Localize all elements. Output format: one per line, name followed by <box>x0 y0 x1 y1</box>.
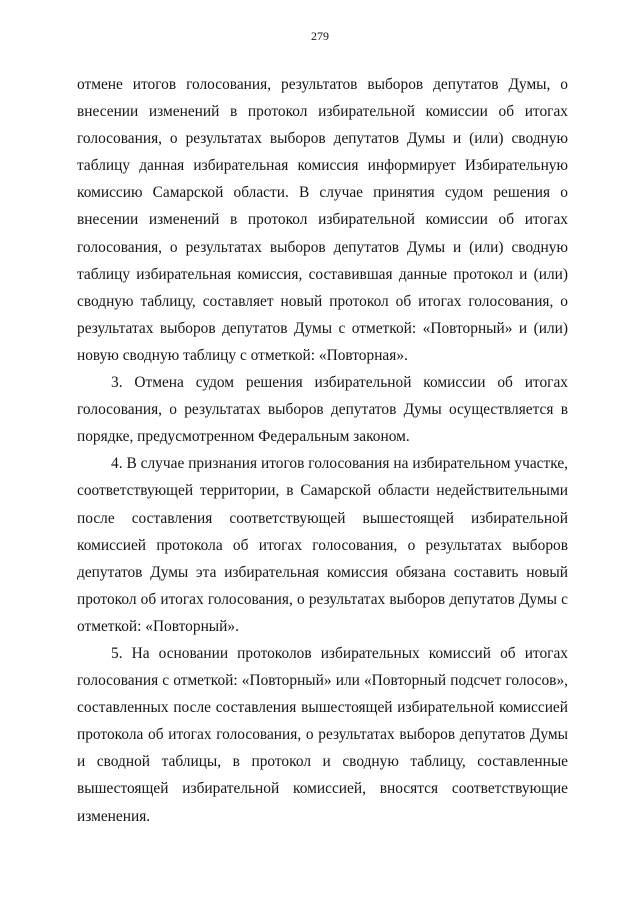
page-number: 279 <box>311 29 329 43</box>
paragraph-continuation: отмене итогов голосования, результатов выборов депутатов Думы, о внесении изменений в протокол избирательной комиссии об итогах голосования, о результатах выборов депутатов Думы и (или) сводную таблицу данная избирательная комиссия информирует Избирательную комиссию Самарской области. В случае принятия судом решения о внесении изменений в протокол избирательной комиссии об итогах голосования, о результатах выборов депутатов Думы и (или) сводную таблицу избирательная комиссия, составившая данные протокол и (или) сводную таблицу, составляет новый протокол об итогах голосования, о результатах выборов депутатов Думы с отметкой: «Повторный» и (или) новую сводную таблицу с отметкой: «Повторная». <box>77 76 568 364</box>
paragraph-item-5: 5. На основании протоколов избирательных комиссий об итогах голосования с отметкой: «Повторный» или «Повторный подсчет голосов», составленных после составления вышестоящей избирательной комиссией протокола об итогах голосования, о результатах выборов депутатов Думы и сводной таблицы, в протокол и сводную таблицу, составленные вышестоящей избирательной комиссией, вносятся соответствующие изменения. <box>77 644 568 825</box>
document-body <box>77 71 568 830</box>
paragraph-item-3: 3. Отмена судом решения избирательной комиссии об итогах голосования, о результатах выборов депутатов Думы осуществляется в порядке, предусмотренном Федеральным законом. <box>77 374 568 446</box>
paragraph-item-4: 4. В случае признания итогов голосования на избирательном участке, соответствующей территории, в Самарской области недействительными после составления соответствующей вышестоящей избирательной комиссией протокола об итогах голосования, о результатах выборов депутатов Думы эта избирательная комиссия обязана составить новый протокол об итогах голосования, о результатах выборов депутатов Думы с отметкой: «Повторный». <box>77 455 568 635</box>
